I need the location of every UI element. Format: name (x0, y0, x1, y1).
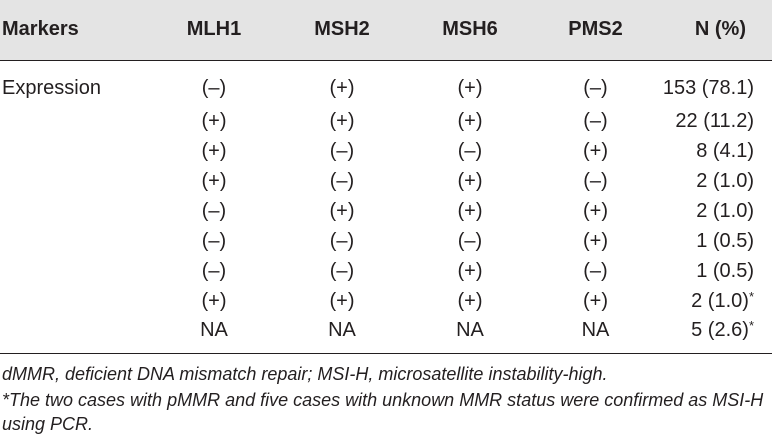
cell-pms2: (+) (583, 290, 608, 312)
cell-msh6: (+) (457, 77, 483, 99)
cell-msh2: NA (278, 317, 406, 354)
cell-n (657, 257, 772, 287)
cell-pms2: (–) (583, 110, 608, 132)
cell-mlh1: (–) (201, 77, 227, 99)
cell-n (657, 227, 772, 257)
row-label (0, 287, 150, 317)
cell-pms2: (–) (583, 260, 608, 282)
cell-msh2: (+) (329, 110, 355, 132)
row-label (0, 227, 150, 257)
cell-n-value: 8 (4.1) (696, 140, 754, 162)
cell-n (657, 107, 772, 137)
cell-msh2: (+) (329, 77, 355, 99)
cell-n (657, 137, 772, 167)
table-header (0, 0, 772, 60)
header-n-percent: N (%) (657, 0, 772, 60)
cell-msh6: (+) (457, 290, 483, 312)
cell-pms2: (+) (583, 230, 608, 252)
cell-n-value: 2 (1.0) (691, 290, 749, 312)
cell-n (657, 60, 772, 107)
cell-msh6: (–) (457, 140, 483, 162)
header-pms2: PMS2 (534, 0, 657, 60)
cell-pms2: NA (534, 317, 657, 354)
cell-n (657, 287, 772, 317)
table-row (0, 287, 772, 317)
cell-n (657, 167, 772, 197)
cell-n-value: 2 (1.0) (696, 200, 754, 222)
cell-n-value: 1 (0.5) (696, 230, 754, 252)
cell-msh2: (+) (329, 290, 355, 312)
header-mlh1: MLH1 (150, 0, 278, 60)
cell-mlh1: (+) (201, 110, 227, 132)
cell-n-value: 2 (1.0) (696, 170, 754, 192)
cell-pms2: (+) (583, 140, 608, 162)
footnote-asterisk: *The two cases with pMMR and five cases with unknown MMR status were confirmed as MSI-H using PCR. (2, 390, 764, 434)
cell-mlh1: (+) (201, 140, 227, 162)
table-row (0, 317, 772, 354)
header-msh2: MSH2 (278, 0, 406, 60)
row-label: Expression (2, 77, 101, 99)
table-body (0, 60, 772, 353)
table-row (0, 227, 772, 257)
cell-msh2: (–) (329, 230, 355, 252)
header-markers: Markers (0, 0, 150, 60)
table-row (0, 137, 772, 167)
row-label (0, 317, 150, 354)
cell-mlh1: (–) (201, 260, 227, 282)
cell-msh2: (–) (329, 140, 355, 162)
cell-msh2: (–) (329, 260, 355, 282)
cell-pms2: (+) (583, 200, 608, 222)
footnote-abbreviations: dMMR, deficient DNA mismatch repair; MSI-H, microsatellite instability-high. (2, 364, 608, 384)
table-footnotes (2, 362, 768, 436)
cell-msh6: (+) (457, 110, 483, 132)
row-label (0, 257, 150, 287)
cell-msh2: (+) (329, 200, 355, 222)
row-label (0, 197, 150, 227)
cell-pms2: (–) (583, 77, 608, 99)
cell-msh6: (+) (457, 200, 483, 222)
cell-n-value: 1 (0.5) (696, 260, 754, 282)
cell-msh6: NA (406, 317, 534, 354)
cell-msh6: (–) (457, 230, 483, 252)
cell-mlh1: (+) (201, 170, 227, 192)
header-row (0, 0, 772, 60)
cell-n (657, 197, 772, 227)
table-row (0, 107, 772, 137)
header-msh6: MSH6 (406, 0, 534, 60)
cell-n-value: 5 (2.6) (691, 318, 749, 341)
row-label (0, 137, 150, 167)
row-label (0, 167, 150, 197)
cell-mlh1: (–) (201, 200, 227, 222)
table-row (0, 197, 772, 227)
cell-msh6: (+) (457, 260, 483, 282)
cell-pms2: (–) (583, 170, 608, 192)
cell-n-footnote-mark: * (748, 317, 754, 333)
table-row (0, 167, 772, 197)
cell-msh6: (+) (457, 170, 483, 192)
cell-msh2: (–) (329, 170, 355, 192)
cell-n-value: 153 (78.1) (662, 77, 754, 99)
cell-n-value: 22 (11.2) (675, 110, 754, 132)
row-label (0, 107, 150, 137)
cell-mlh1: NA (150, 317, 278, 354)
cell-mlh1: (–) (201, 230, 227, 252)
table-row (0, 60, 772, 107)
cell-mlh1: (+) (201, 290, 227, 312)
cell-n (657, 317, 772, 354)
cell-n-footnote-mark: * (748, 289, 754, 304)
table-row (0, 257, 772, 287)
